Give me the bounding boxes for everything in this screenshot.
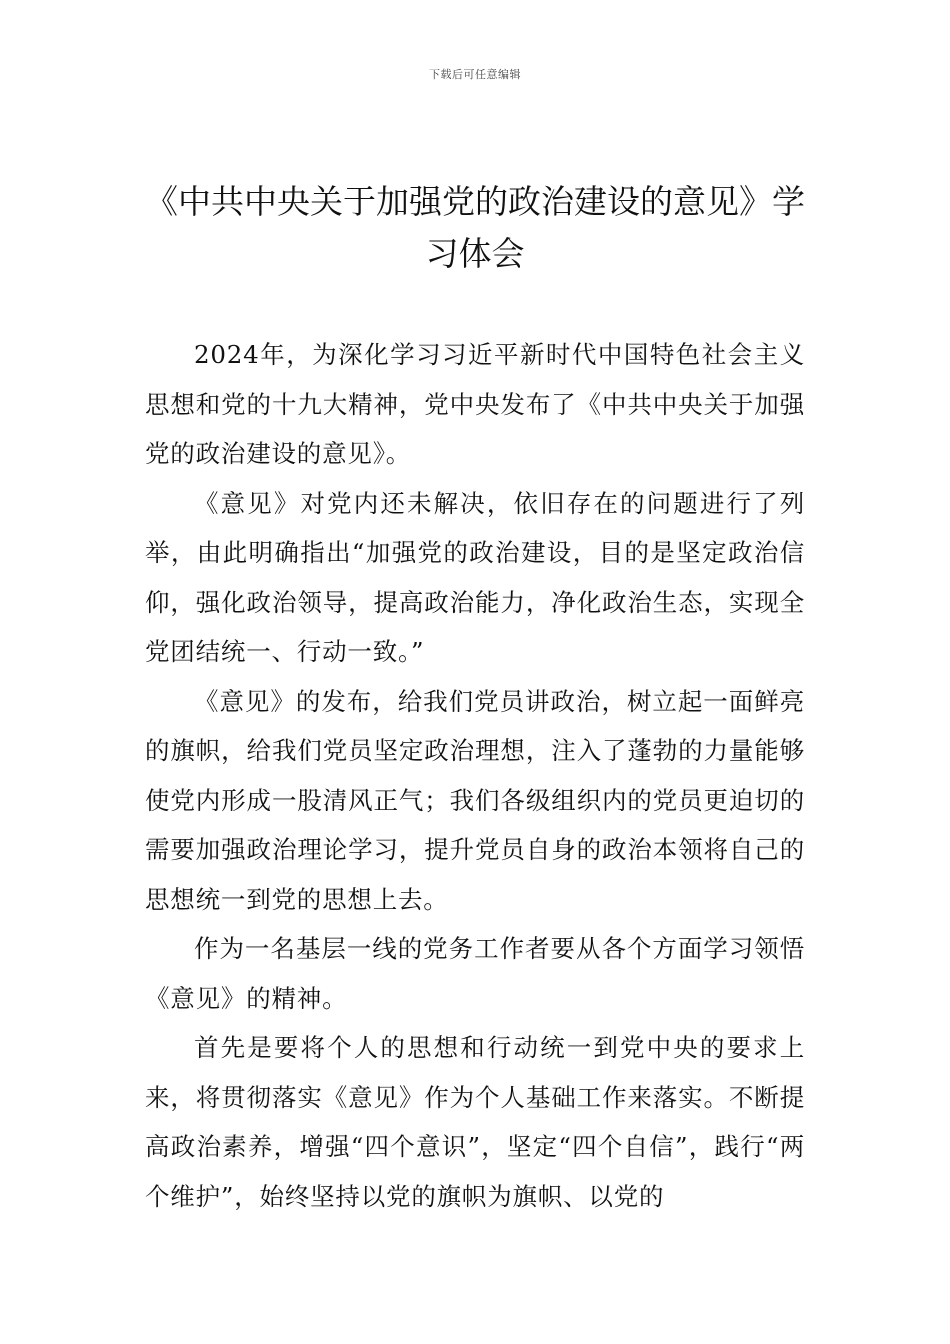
paragraph-5: 首先是要将个人的思想和行动统一到党中央的要求上来，将贯彻落实《意见》作为个人基础工作来落实。不断提高政治素养，增强“四个意识”，坚定“四个自信”，践行“两个维护”，始终坚持以党的旗帜为旗帜、以党的 [145, 1033, 805, 1211]
paragraph-1: 2024年，为深化学习习近平新时代中国特色社会主义思想和党的十九大精神，党中央发布了《中共中央关于加强党的政治建设的意见》。 [145, 340, 805, 468]
header-note: 下载后可任意编辑 [429, 68, 521, 81]
document-body [145, 330, 805, 1221]
paragraph-3: 《意见》的发布，给我们党员讲政治，树立起一面鲜亮的旗帜，给我们党员坚定政治理想，注入了蓬勃的力量能够使党内形成一股清风正气；我们各级组织内的党员更迫切的需要加强政治理论学习，提升党员自身的政治本领将自己的思想统一到党的思想上去。 [145, 686, 805, 914]
paragraph-2: 《意见》对党内还未解决，依旧存在的问题进行了列举，由此明确指出“加强党的政治建设，目的是坚定政治信仰，强化政治领导，提高政治能力，净化政治生态，实现全党团结统一、行动一致。” [145, 488, 805, 666]
document-title: 《中共中央关于加强党的政治建设的意见》学习体会 [145, 182, 805, 273]
paragraph-4: 作为一名基层一线的党务工作者要从各个方面学习领悟《意见》的精神。 [145, 934, 805, 1013]
